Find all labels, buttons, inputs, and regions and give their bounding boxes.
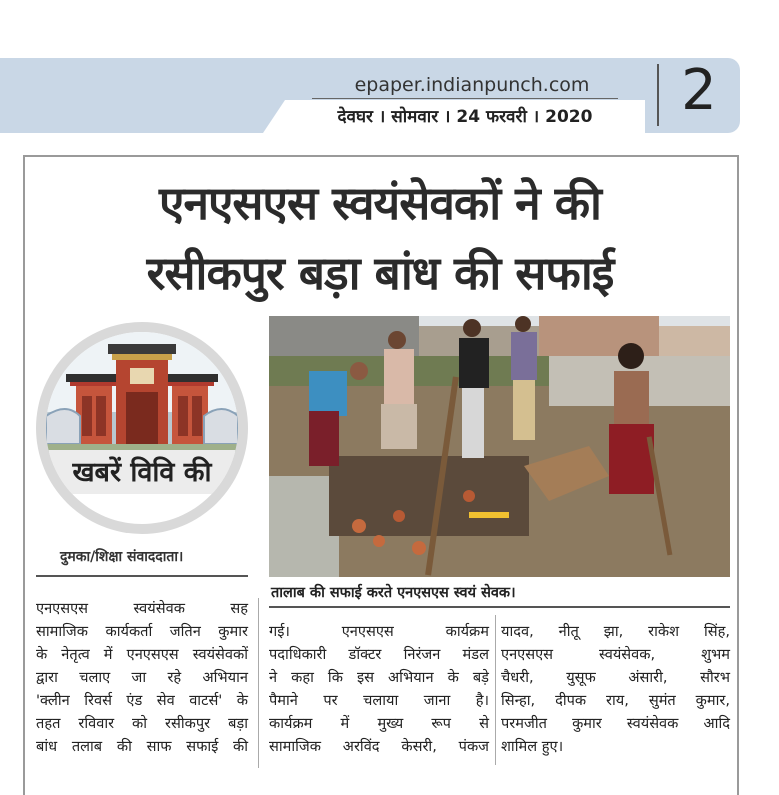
column-line: गई। एनएसएस कार्यक्रम: [269, 623, 489, 640]
column-divider: [495, 615, 496, 765]
column-divider: [258, 598, 259, 768]
photo-caption: तालाब की सफाई करते एनएसएस स्वयं सेवक।: [271, 585, 516, 601]
news-photo: [269, 316, 730, 577]
column-line: द्वारा चलाए जा रहे अभियान: [36, 669, 248, 686]
headline: [40, 168, 720, 308]
article-column-2: [269, 620, 489, 758]
article-column-3: [501, 620, 730, 758]
column-line: सामाजिक कार्यकर्ता जतिन कुमार: [36, 623, 248, 640]
column-line: कार्यक्रम में मुख्य रूप से: [269, 715, 489, 732]
headline-line-1: एनएसएस स्वयंसेवकों ने की: [159, 176, 601, 230]
column-line: 'क्लीन रिवर्स एंड सेव वाटर्स' के: [36, 692, 248, 709]
column-line: पैमाने पर चलाया जाना है।: [269, 692, 489, 709]
headline-line-2: रसीकपुर बड़ा बांध की सफाई: [146, 246, 614, 300]
column-line: के नेतृत्व में एनएसएस स्वयंसेवकों: [36, 646, 248, 663]
byline-rule: [36, 575, 248, 577]
column-line: सिन्हा, दीपक राय, सुमंत कुमार,: [501, 692, 730, 709]
article-column-1: [36, 597, 248, 758]
byline: दुमका/शिक्षा संवाददाता।: [60, 549, 184, 565]
person-4: [511, 316, 537, 440]
url-rule: [312, 98, 618, 99]
page-number: 2: [681, 58, 717, 123]
university-logo: [46, 332, 238, 524]
site-url: epaper.indianpunch.com: [354, 74, 590, 96]
column-line: बांध तलाब की साफ सफाई की: [36, 738, 248, 755]
column-line: चैधरी, युसूफ अंसारी, सौरभ: [501, 669, 730, 686]
page-divider: [657, 64, 659, 126]
column-line: सामाजिक अरविंद केसरी, पंकज: [269, 738, 489, 755]
column-line: एनएसएस स्वयंसेवक सह: [36, 600, 248, 617]
photo-scene: [269, 316, 730, 577]
column-line: एनएसएस स्वयंसेवक, शुभम: [501, 646, 730, 663]
column-line: पदाधिकारी डॉक्टर निरंजन मंडल: [269, 646, 489, 663]
next-headline-fragment: [110, 772, 720, 786]
column-line: ने कहा कि इस अभियान के बड़े: [269, 669, 489, 686]
logo-label: खबरें विवि की: [72, 457, 212, 488]
column-line: शामिल हुए।: [501, 738, 564, 755]
column-line: तहत रविवार को रसीकपुर बड़ा: [36, 715, 248, 732]
dateline: देवघर । सोमवार । 24 फरवरी । 2020: [337, 107, 593, 127]
gate-building-icon: [46, 332, 238, 452]
column-line: परमजीत कुमार स्वयंसेवक आदि: [501, 715, 730, 732]
column-line: यादव, नीतू झा, राकेश सिंह,: [501, 623, 730, 640]
caption-rule: [269, 606, 730, 608]
